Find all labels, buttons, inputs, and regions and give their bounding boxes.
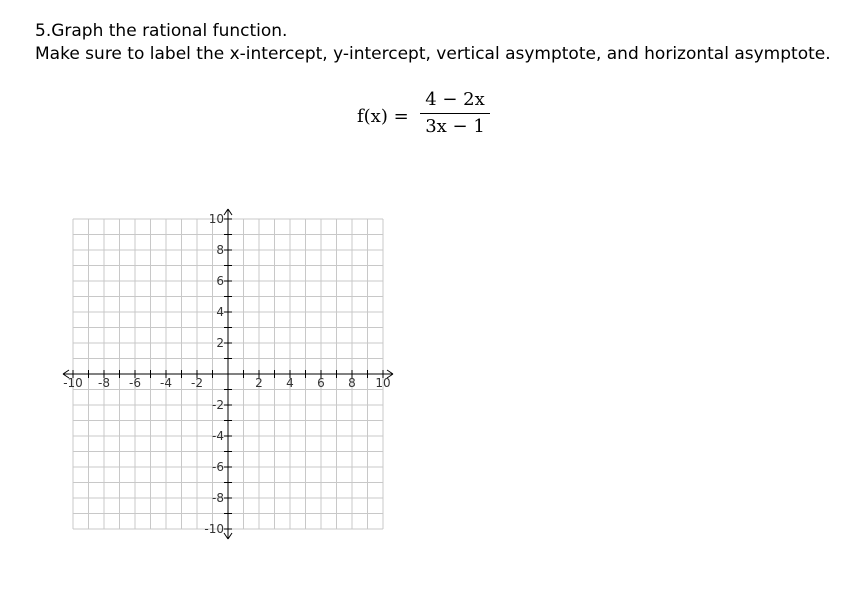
y-tick-label: 10 bbox=[208, 212, 224, 226]
problem-instruction: Make sure to label the x-intercept, y-intercept, vertical asymptote, and horizontal asymptote. bbox=[35, 44, 831, 64]
y-tick-label: -4 bbox=[212, 429, 224, 443]
formula-fraction bbox=[420, 88, 490, 139]
y-tick-label: 6 bbox=[216, 274, 224, 288]
y-tick-label: -2 bbox=[212, 398, 224, 412]
x-tick-label: -10 bbox=[63, 376, 83, 390]
x-tick-label: -8 bbox=[98, 376, 110, 390]
x-tick-label: 4 bbox=[286, 376, 294, 390]
x-tick-label: -2 bbox=[191, 376, 203, 390]
y-tick-label: 2 bbox=[216, 336, 224, 350]
y-tick-label: 4 bbox=[216, 305, 224, 319]
formula-numerator: 4 − 2x bbox=[425, 89, 485, 110]
y-tick-label: 8 bbox=[216, 243, 224, 257]
fraction-bar bbox=[420, 113, 490, 114]
problem-title: 5.Graph the rational function. bbox=[35, 21, 288, 41]
formula-denominator: 3x − 1 bbox=[425, 116, 485, 137]
x-tick-label: 6 bbox=[317, 376, 325, 390]
y-tick-label: -8 bbox=[212, 491, 224, 505]
x-tick-label: -4 bbox=[160, 376, 172, 390]
x-tick-label: 10 bbox=[375, 376, 391, 390]
coordinate-grid[interactable] bbox=[55, 205, 405, 555]
y-tick-label: -10 bbox=[204, 522, 224, 536]
x-tick-label: -6 bbox=[129, 376, 141, 390]
formula-lhs: f(x) = bbox=[357, 106, 409, 127]
x-tick-label: 8 bbox=[348, 376, 356, 390]
y-tick-label: -6 bbox=[212, 460, 224, 474]
x-tick-label: 2 bbox=[255, 376, 263, 390]
